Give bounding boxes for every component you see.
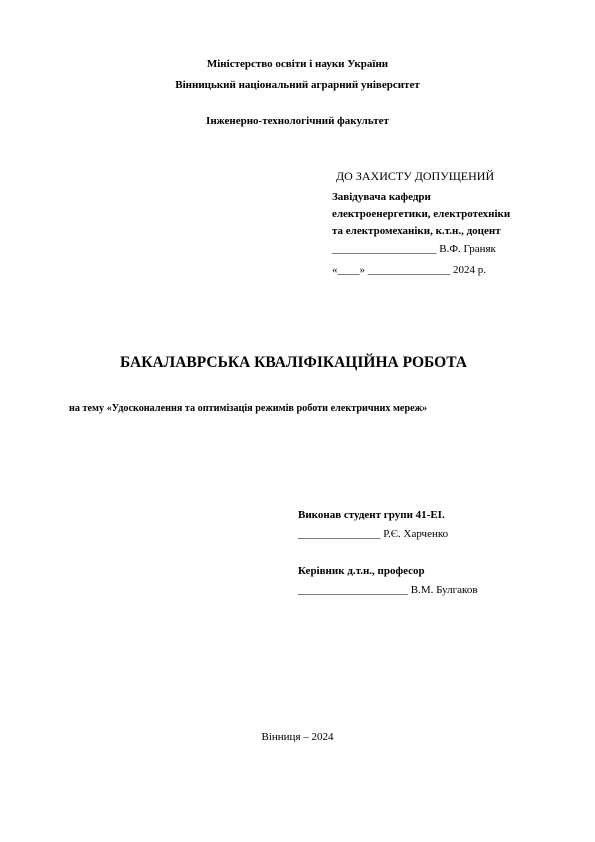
approval-line-1: Завідувача кафедри (332, 191, 431, 203)
university-name: Вінницький національний аграрний університет (175, 79, 420, 91)
work-title: БАКАЛАВРСЬКА КВАЛІФІКАЦІЙНА РОБОТА (120, 354, 467, 371)
supervisor-label: Керівник д.т.н., професор (298, 565, 425, 577)
supervisor-signature-line: ____________________ В.М. Булгаков (298, 584, 478, 596)
approval-line-2: електроенергетики, електротехніки (332, 208, 511, 220)
work-topic: на тему «Удосконалення та оптимізація режимів роботи електричних мереж» (69, 403, 428, 414)
ministry-name: Міністерство освіти і науки України (206, 58, 389, 70)
approval-line-3: та електромеханіки, к.т.н., доцент (332, 225, 501, 237)
city-year: Вінниця – 2024 (261, 731, 334, 743)
student-signature-line: _______________ Р.Є. Харченко (298, 528, 449, 540)
faculty-name: Інженерно-технологічний факультет (206, 115, 389, 127)
approval-signature-line: ___________________ В.Ф. Граняк (332, 243, 496, 255)
approval-heading: ДО ЗАХИСТУ ДОПУЩЕНИЙ (336, 169, 495, 183)
approval-date-line: «____» _______________ 2024 р. (332, 264, 486, 276)
student-label: Виконав студент групи 41-ЕІ. (298, 509, 445, 521)
